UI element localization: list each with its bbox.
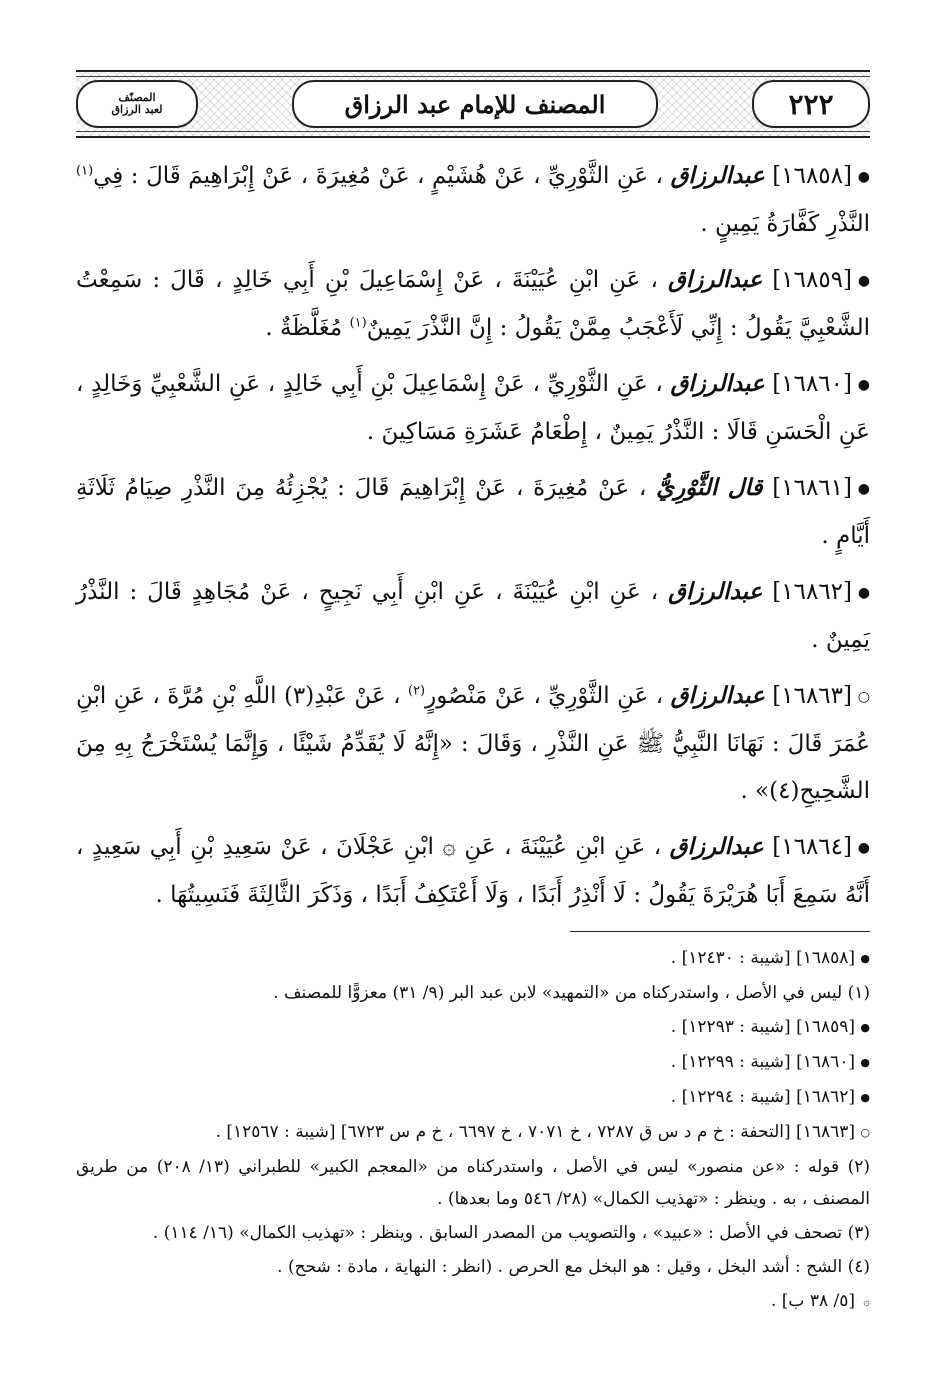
hadith-number: [١٦٨٦٤] xyxy=(772,834,852,860)
hadith-paragraph xyxy=(76,672,870,815)
page xyxy=(76,70,870,1320)
hadith-paragraph xyxy=(76,256,870,352)
narrator: عبدالرزاق xyxy=(668,266,763,293)
hadith-text: ، عَنِ ابْنِ عُيَيْنَةَ ، عَنِ ابْنِ أَبِي نَجِيحٍ ، عَنْ مُجَاهِدٍ قَالَ : النَّذْرُ يَمِينٌ . xyxy=(76,579,870,653)
hadith-number: [١٦٨٦٣] xyxy=(772,683,853,709)
footnote xyxy=(76,1081,870,1114)
footnote xyxy=(76,1251,870,1283)
book-title: المصنف للإمام عبد الرزاق xyxy=(292,80,658,128)
footnote-text: [١٦٨٦٢] [شيبة : ١٢٢٩٤] . xyxy=(670,1087,855,1107)
logo-line-2: لعبد الرزاق xyxy=(111,103,163,116)
paragraph-marker: ● xyxy=(857,273,871,289)
footnote-text: (٣) تصحف في الأصل : «عبيد» ، والتصويب من المصدر السابق . وينظر : «تهذيب الكمال» (١٦/ ١١٤) . xyxy=(152,1223,870,1243)
paragraph-marker: ● xyxy=(857,169,871,185)
footnote-divider xyxy=(570,931,870,932)
main-text xyxy=(76,152,870,919)
hadith-number: [١٦٨٥٨] xyxy=(772,163,853,189)
hadith-text: ، عَنْ مُغِيرَةَ ، عَنْ إِبْرَاهِيمَ قَالَ : يُجْزِئُهُ مِنَ النَّذْرِ صِيَامُ ثَلَاثَةِ أَيَّامٍ . xyxy=(76,475,870,549)
footnote-ref: (١) xyxy=(76,163,94,179)
footnote xyxy=(76,977,870,1009)
footnote xyxy=(76,1046,870,1079)
hadith-paragraph xyxy=(76,360,870,456)
hadith-paragraph xyxy=(76,152,870,248)
footnote-text: [١٦٨٥٨] [شيبة : ١٢٤٣٠] . xyxy=(670,948,855,968)
hadith-text: ، عَنِ الثَّوْرِيِّ ، عَنْ هُشَيْمٍ ، عَنْ مُغِيرَةَ ، عَنْ إِبْرَاهِيمَ قَالَ : فِي xyxy=(93,163,664,189)
hadith-text-cont: النَّذْرِ كَفَّارَةُ يَمِينٍ . xyxy=(700,211,870,237)
narrator: عبدالرزاق xyxy=(669,833,764,860)
paragraph-marker: ● xyxy=(857,585,871,601)
footnote-marker: ○ xyxy=(860,1126,870,1139)
footnote-marker: ● xyxy=(860,1021,870,1034)
hadith-number: [١٦٨٥٩] xyxy=(772,267,853,293)
footnote-text: (٤) الشح : أشد البخل ، وقيل : هو البخل مع الحرص . (انظر : النهاية ، مادة : شحح) . xyxy=(277,1257,870,1277)
footnote xyxy=(76,1217,870,1249)
page-number: ٢٢٢ xyxy=(752,80,870,128)
footnote xyxy=(76,1151,870,1215)
hadith-number: [١٦٨٦١] xyxy=(772,475,852,501)
footnotes xyxy=(76,942,870,1318)
narrator: عبدالرزاق xyxy=(670,162,765,189)
footnote-ref: (١) xyxy=(349,315,367,331)
hadith-paragraph xyxy=(76,823,870,919)
hadith-text-cont: ، عَنْ عَبْدِ(٣) اللَّهِ بْنِ مُرَّةَ ، عَنِ ابْنِ عُمَرَ قَالَ : نَهَانَا النَّبِيُّ ﷺ عَنِ النَّذْرِ ، وَقَالَ : «إِنَّهُ لَا يُقَدِّمُ شَيْئًا ، وَإِنَّمَا يُسْتَخْرَجُ بِهِ مِنَ الشَّحِيحِ(٤)» . xyxy=(76,683,870,804)
paragraph-marker: ● xyxy=(857,377,870,393)
footnote xyxy=(76,1116,870,1149)
footnote-text: [٥/ ٣٨ ب] . xyxy=(770,1291,855,1311)
narrator: عبدالرزاق xyxy=(670,370,765,397)
page-header xyxy=(76,70,870,138)
footnote-marker: ● xyxy=(860,952,870,965)
footnote-marker: ۞ xyxy=(863,1295,870,1308)
paragraph-marker: ● xyxy=(857,840,870,856)
hadith-text: ، عَنِ الثَّوْرِيِّ ، عَنْ إِسْمَاعِيلَ بْنِ أَبِي خَالِدٍ ، عَنِ الشَّعْبِيِّ وَخَالِدٍ ، عَنِ الْحَسَنِ قَالَا : النَّذْرُ يَمِينٌ ، إِطْعَامُ عَشَرَةِ مَسَاكِينَ . xyxy=(76,371,870,445)
hadith-number: [١٦٨٦٠] xyxy=(772,371,852,397)
footnote-marker: ● xyxy=(860,1091,870,1104)
hadith-number: [١٦٨٦٢] xyxy=(772,579,853,605)
hadith-text-cont: مُغَلَّظَةٌ . xyxy=(265,315,350,341)
narrator: عبدالرزاق xyxy=(668,578,763,605)
paragraph-marker: ○ xyxy=(857,689,871,705)
footnote-text: [١٦٨٦٠] [شيبة : ١٢٢٩٩] . xyxy=(670,1052,855,1072)
hadith-paragraph xyxy=(76,568,870,664)
footnote-text: (١) ليس في الأصل ، واستدركناه من «التمهيد» لابن عبد البر (٩/ ٣١) معزوًّا للمصنف . xyxy=(273,983,870,1003)
hadith-text: ، عَنِ الثَّوْرِيِّ ، عَنْ مَنْصُورٍ xyxy=(425,683,664,709)
footnote-text: (٢) قوله : «عن منصور» ليس في الأصل ، واستدركناه من «المعجم الكبير» للطبراني (١٣/ ٢٠٨) من طريق المصنف ، به . وينظر : «تهذيب الكمال» (٢٨/ ٥٤٦ وما بعدها) . xyxy=(76,1157,870,1209)
logo-line-1: المصنّف xyxy=(118,91,156,105)
footnote-ref: (٢) xyxy=(407,683,426,699)
hadith-text: ، عَنِ ابْنِ عُيَيْنَةَ ، عَنِ ۞ ابْنِ عَجْلَانَ ، عَنْ سَعِيدِ بْنِ أَبِي سَعِيدٍ ، أَنَّهُ سَمِعَ أَبَا هُرَيْرَةَ يَقُولُ : لَا أَنْذِرُ أَبَدًا ، وَلَا أَعْتَكِفُ أَبَدًا ، وَذَكَرَ الثَّالِثَةَ فَنَسِيتُهَا . xyxy=(76,834,870,908)
book-logo xyxy=(76,80,198,128)
footnote xyxy=(76,1011,870,1044)
hadith-text: ، عَنِ ابْنِ عُيَيْنَةَ ، عَنْ إِسْمَاعِيلَ بْنِ أَبِي خَالِدٍ ، قَالَ : سَمِعْتُ الشَّعْبِيَّ يَقُولُ : إِنِّي لَأَعْجَبُ مِمَّنْ يَقُولُ : إِنَّ النَّذْرَ يَمِينٌ xyxy=(76,267,870,341)
footnote-marker: ● xyxy=(860,1056,870,1069)
narrator: عبدالرزاق xyxy=(670,682,765,709)
footnote xyxy=(76,942,870,975)
footnote-text: [١٦٨٦٣] [التحفة : خ م د س ق ٧٢٨٧ ، خ ٧٠٧١ ، خ ٦٦٩٧ ، خ م س ٦٧٢٣] [شيبة : ١٢٥٦٧] . xyxy=(215,1122,855,1142)
footnote xyxy=(76,1285,870,1318)
hadith-paragraph xyxy=(76,464,870,560)
footnote-text: [١٦٨٥٩] [شيبة : ١٢٢٩٣] . xyxy=(670,1017,855,1037)
narrator: قال الثَّوْرِيُّ xyxy=(656,474,763,501)
paragraph-marker: ● xyxy=(857,481,870,497)
